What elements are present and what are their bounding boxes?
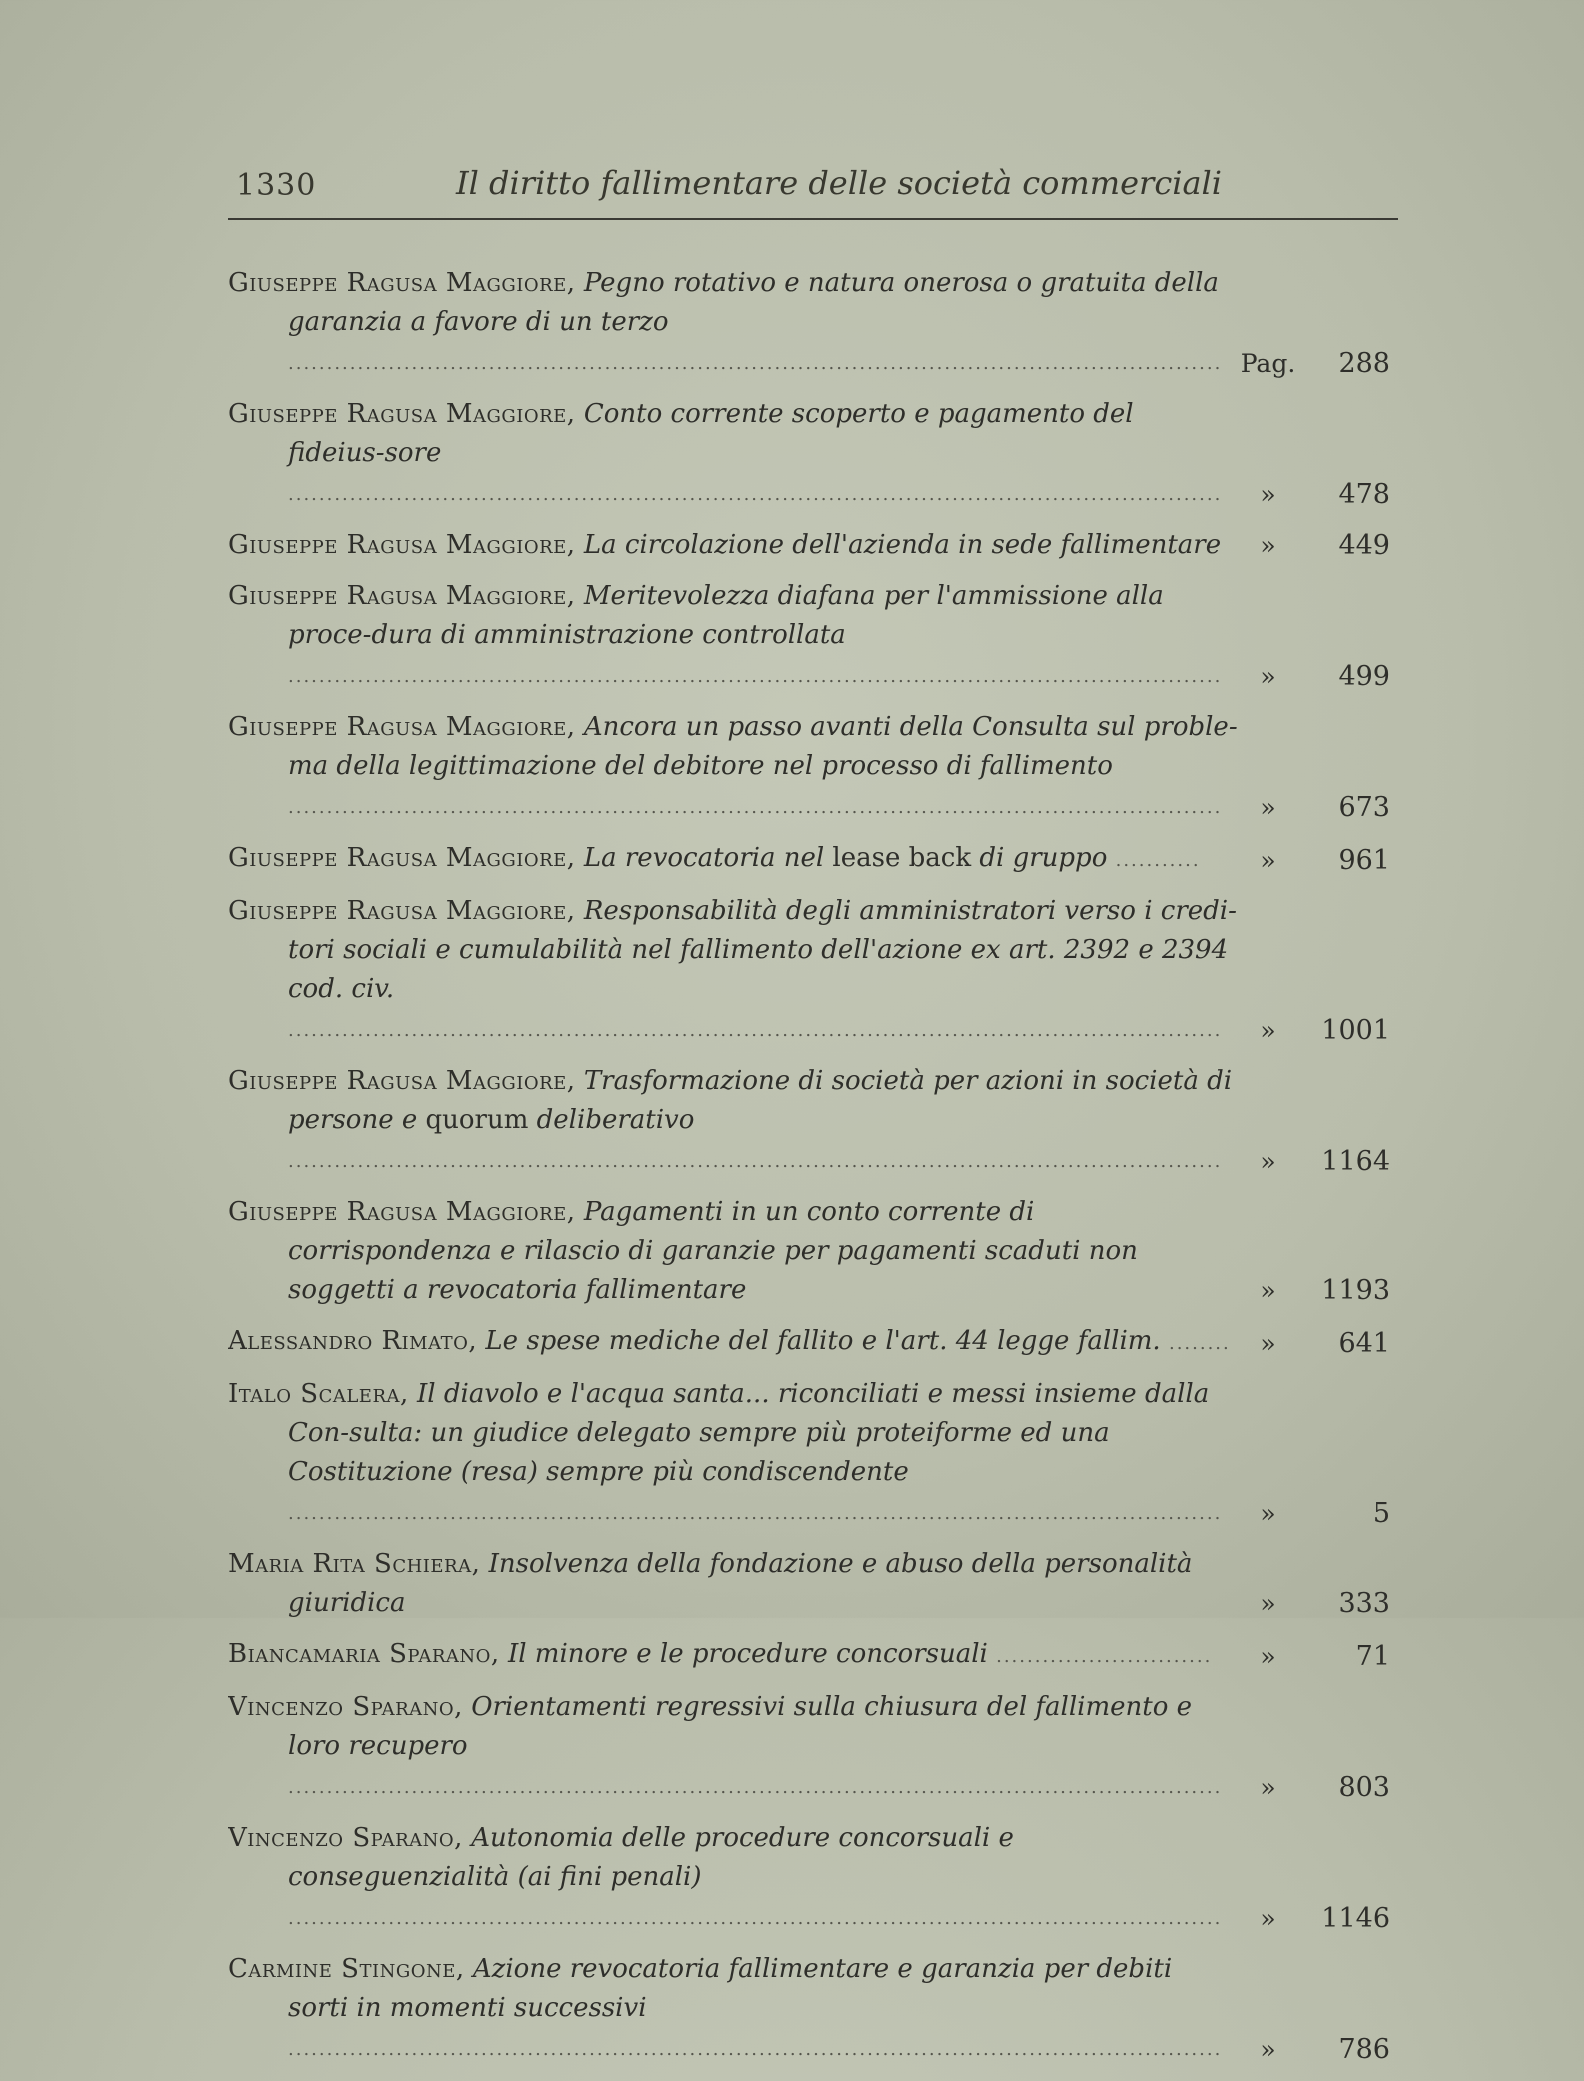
table-of-contents (228, 264, 1398, 2069)
entry-title: Il diavolo e l'acqua santa... riconciliati e messi insieme dalla Con-sulta: un giudice delegato sempre più proteiforme ed una Costituzione (resa) sempre più condiscendente (288, 1379, 1210, 1487)
entry-title: Le spese mediche del fallito e l'art. 44 legge fallim. (485, 1326, 1161, 1356)
entry-author: Giuseppe Ragusa Maggiore, (228, 712, 576, 742)
entry-title-part: Trasformazione di società per azioni in società di persone e (288, 1066, 1233, 1135)
entry-title: Meritevolezza diafana per l'ammissione alla proce-dura di amministrazione controllata (288, 581, 1164, 650)
entry-marker: » (1260, 1499, 1276, 1528)
entry-page: 333 (1338, 1588, 1390, 1619)
dot-leader: ......................................................................................................................... (288, 484, 1223, 505)
book-page (228, 160, 1398, 2081)
entry-author: Biancamaria Sparano, (228, 1639, 500, 1669)
toc-entry (228, 1375, 1398, 1533)
toc-entry (228, 264, 1398, 383)
entry-page: 1193 (1321, 1275, 1390, 1306)
entry-page: 499 (1338, 661, 1390, 692)
entry-title: Pegno rotativo e natura onerosa o gratuita della garanzia a favore di un terzo (288, 268, 1219, 337)
entry-author: Alessandro Rimato, (228, 1326, 478, 1356)
entry-author: Giuseppe Ragusa Maggiore, (228, 581, 576, 611)
page-number: 1330 (236, 168, 317, 203)
entry-title-part: di gruppo (979, 843, 1108, 873)
entry-marker: » (1260, 480, 1276, 509)
toc-entry (228, 1062, 1398, 1181)
dot-leader: ............................ (996, 1646, 1213, 1667)
dot-leader: ......................................................................................................................... (288, 1151, 1223, 1172)
entry-title-part: La revocatoria nel (583, 843, 825, 873)
toc-entry (228, 1193, 1398, 1310)
entry-title: Conto corrente scoperto e pagamento del fideius-sore (288, 399, 1134, 468)
toc-entry (228, 1819, 1398, 1938)
entry-page: 478 (1338, 479, 1390, 510)
entry-title: Insolvenza della fondazione e abuso della personalità giuridica (288, 1549, 1193, 1618)
entry-author: Giuseppe Ragusa Maggiore, (228, 1197, 576, 1227)
entry-marker: » (1260, 662, 1276, 691)
toc-entry (228, 395, 1398, 514)
entry-author: Giuseppe Ragusa Maggiore, (228, 530, 576, 560)
entry-marker: » (1260, 1147, 1276, 1176)
entry-title-part: deliberativo (536, 1105, 695, 1135)
entry-page: 1164 (1321, 1146, 1390, 1177)
entry-page: 1146 (1321, 1903, 1390, 1934)
toc-entry (228, 892, 1398, 1050)
entry-marker: » (1260, 1904, 1276, 1933)
entry-title: Azione revocatoria fallimentare e garanzia per debiti sorti in momenti successivi (288, 1954, 1173, 2023)
entry-author: Vincenzo Sparano, (228, 1692, 463, 1722)
entry-title: Orientamenti regressivi sulla chiusura del fallimento e loro recupero (288, 1692, 1193, 1761)
entry-author: Giuseppe Ragusa Maggiore, (228, 843, 576, 873)
entry-marker: » (1260, 531, 1276, 560)
entry-title: La circolazione dell'azienda in sede fallimentare (583, 530, 1222, 560)
entry-marker: » (1260, 846, 1276, 875)
entry-title-term: lease back (832, 843, 972, 873)
running-title: Il diritto fallimentare delle società commerciali (456, 164, 1223, 202)
entry-title: Pagamenti in un conto corrente di corrispondenza e rilascio di garanzie per pagamenti scaduti non soggetti a revocatoria fallimentare (288, 1197, 1138, 1305)
dot-leader: ........... (1115, 850, 1201, 871)
dot-leader: ......................................................................................................................... (288, 666, 1223, 687)
entry-marker: » (1260, 793, 1276, 822)
entry-marker: » (1260, 1016, 1276, 1045)
running-header (228, 160, 1398, 220)
toc-entry (228, 1950, 1398, 2069)
entry-page: 449 (1338, 530, 1390, 561)
entry-author: Giuseppe Ragusa Maggiore, (228, 1066, 576, 1096)
entry-marker: » (1260, 1276, 1276, 1305)
entry-author: Maria Rita Schiera, (228, 1549, 481, 1579)
dot-leader: ......................................................................................................................... (288, 1908, 1223, 1929)
entry-title: Autonomia delle procedure concorsuali e conseguenzialità (ai fini penali) (288, 1823, 1014, 1892)
entry-author: Giuseppe Ragusa Maggiore, (228, 268, 576, 298)
dot-leader: ......................................................................................................................... (288, 353, 1223, 374)
toc-entry (228, 526, 1398, 565)
entry-page: 5 (1372, 1498, 1390, 1529)
dot-leader: ......................................................................................................................... (288, 797, 1223, 818)
entry-page: 673 (1338, 792, 1390, 823)
toc-entry (228, 839, 1398, 880)
toc-entry (228, 1322, 1398, 1363)
dot-leader: ........ (1168, 1333, 1231, 1354)
entry-marker: » (1260, 2035, 1276, 2064)
entry-page: 641 (1338, 1328, 1390, 1359)
dot-leader: ......................................................................................................................... (288, 2039, 1223, 2060)
entry-page: 1001 (1321, 1015, 1390, 1046)
entry-author: Carmine Stingone, (228, 1954, 465, 1984)
dot-leader: ......................................................................................................................... (288, 1020, 1223, 1041)
entry-page: 288 (1338, 348, 1390, 379)
entry-marker: » (1260, 1589, 1276, 1618)
dot-leader: ......................................................................................................................... (288, 1503, 1223, 1524)
entry-marker: » (1260, 1773, 1276, 1802)
entry-author: Vincenzo Sparano, (228, 1823, 463, 1853)
entry-page: 786 (1338, 2034, 1390, 2065)
entry-title-term: quorum (425, 1105, 529, 1135)
entry-title: Il minore e le procedure concorsuali (507, 1639, 988, 1669)
entry-marker: Pag. (1240, 349, 1296, 378)
entry-title: Ancora un passo avanti della Consulta sul proble-ma della legittimazione del debitore nel processo di fallimento (288, 712, 1238, 781)
entry-author: Giuseppe Ragusa Maggiore, (228, 399, 576, 429)
dot-leader: ......................................................................................................................... (288, 1777, 1223, 1798)
entry-title: Responsabilità degli amministratori verso i credi-tori sociali e cumulabilità nel fallimento dell'azione ex art. 2392 e 2394 cod. civ. (288, 896, 1237, 1004)
toc-entry (228, 1635, 1398, 1676)
toc-entry (228, 577, 1398, 696)
toc-entry (228, 1688, 1398, 1807)
entry-marker: » (1260, 1642, 1276, 1671)
entry-author: Italo Scalera, (228, 1379, 409, 1409)
entry-page: 803 (1338, 1772, 1390, 1803)
entry-marker: » (1260, 1329, 1276, 1358)
entry-page: 961 (1338, 845, 1390, 876)
entry-author: Giuseppe Ragusa Maggiore, (228, 896, 576, 926)
toc-entry (228, 1545, 1398, 1623)
toc-entry (228, 708, 1398, 827)
entry-page: 71 (1355, 1641, 1390, 1672)
